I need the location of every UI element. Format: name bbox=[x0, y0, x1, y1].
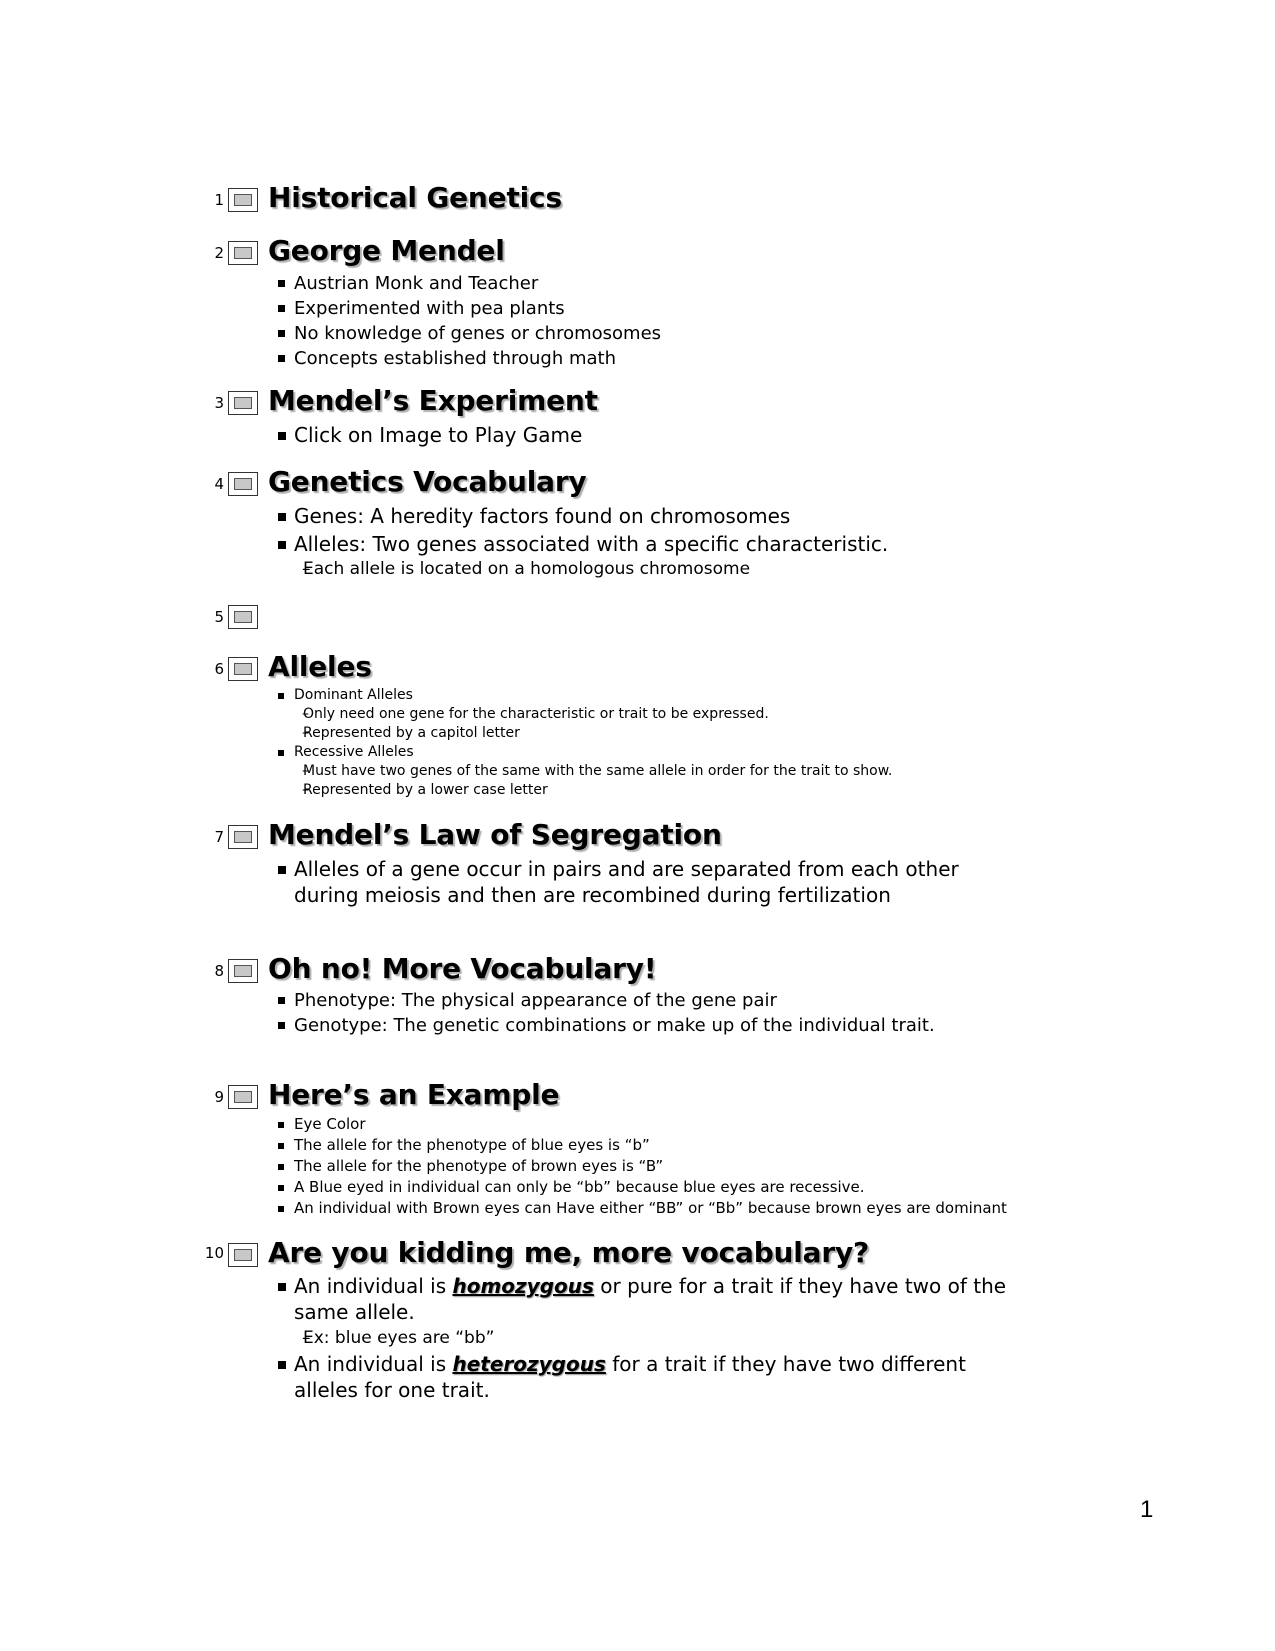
slide-title: Genetics Vocabulary bbox=[268, 465, 587, 498]
slide-number: 3 bbox=[214, 394, 224, 412]
slide-thumbnail-icon[interactable] bbox=[228, 241, 258, 265]
bullet-text: An individual is bbox=[294, 1352, 453, 1376]
slide-number: 8 bbox=[214, 962, 224, 980]
list-item: Click on Image to Play Game bbox=[278, 422, 582, 448]
list-item: The allele for the phenotype of brown eyes is “B” bbox=[278, 1156, 1007, 1177]
bullet-list bbox=[278, 686, 892, 800]
list-item: Alleles of a gene occur in pairs and are separated from each other during meiosis and then are recombined during fertilization bbox=[278, 856, 998, 908]
bullet-list bbox=[278, 988, 935, 1038]
sub-list-item: – Must have two genes of the same with the same allele in order for the trait to show. bbox=[278, 762, 892, 781]
list-item: Experimented with pea plants bbox=[278, 296, 661, 321]
slide-thumbnail-icon[interactable] bbox=[228, 188, 258, 212]
slide-number: 7 bbox=[214, 828, 224, 846]
bullet-text: for a trait if they have two different alleles for one trait. bbox=[294, 1352, 966, 1402]
slide-number: 10 bbox=[204, 1244, 224, 1262]
list-item: An individual with Brown eyes can Have either “BB” or “Bb” because brown eyes are dominant bbox=[278, 1198, 1007, 1219]
sub-list-item: – Represented by a capitol letter bbox=[278, 724, 892, 743]
slide-thumbnail-icon[interactable] bbox=[228, 391, 258, 415]
list-item: Eye Color bbox=[278, 1114, 1007, 1135]
bullet-text: or pure for a trait if they have two of the same allele. bbox=[294, 1274, 1007, 1324]
sub-list-item: – Only need one gene for the characteristic or trait to be expressed. bbox=[278, 705, 892, 724]
bullet-list bbox=[278, 422, 582, 448]
slide-thumbnail-icon[interactable] bbox=[228, 825, 258, 849]
list-item: A Blue eyed in individual can only be “bb” because blue eyes are recessive. bbox=[278, 1177, 1007, 1198]
slide-number: 9 bbox=[214, 1088, 224, 1106]
keyword-heterozygous: heterozygous bbox=[452, 1352, 606, 1376]
list-item: Dominant Alleles bbox=[278, 686, 892, 705]
bullet-text: An individual is bbox=[294, 1274, 453, 1298]
list-item: Concepts established through math bbox=[278, 346, 661, 371]
bullet-list bbox=[278, 1114, 1007, 1219]
keyword-homozygous: homozygous bbox=[452, 1274, 594, 1298]
slide-title: Mendel’s Law of Segregation bbox=[268, 818, 722, 851]
sub-list-item: – Represented by a lower case letter bbox=[278, 781, 892, 800]
list-item: Phenotype: The physical appearance of the gene pair bbox=[278, 988, 935, 1013]
slide-thumbnail-icon[interactable] bbox=[228, 657, 258, 681]
slide-thumbnail-icon[interactable] bbox=[228, 605, 258, 629]
bullet-list bbox=[278, 856, 998, 908]
slide-thumbnail-icon[interactable] bbox=[228, 472, 258, 496]
list-item: Genotype: The genetic combinations or make up of the individual trait. bbox=[278, 1013, 935, 1038]
slide-number: 6 bbox=[214, 660, 224, 678]
slide-number: 4 bbox=[214, 475, 224, 493]
slide-title: Historical Genetics bbox=[268, 181, 562, 214]
list-item: Alleles: Two genes associated with a specific characteristic. bbox=[278, 531, 888, 557]
slide-thumbnail-icon[interactable] bbox=[228, 1243, 258, 1267]
slide-number: 2 bbox=[214, 244, 224, 262]
list-item: No knowledge of genes or chromosomes bbox=[278, 321, 661, 346]
slide-thumbnail-icon[interactable] bbox=[228, 959, 258, 983]
slide-number: 5 bbox=[214, 608, 224, 626]
bullet-list bbox=[278, 1273, 1028, 1403]
slide-number: 1 bbox=[214, 191, 224, 209]
slide-title: Mendel’s Experiment bbox=[268, 384, 598, 417]
slide-title: Alleles bbox=[268, 650, 372, 683]
list-item bbox=[278, 1351, 1028, 1403]
sub-list-item: – Each allele is located on a homologous chromosome bbox=[278, 557, 888, 581]
sub-list-item: – Ex: blue eyes are “bb” bbox=[278, 1325, 1028, 1351]
slide-title: Oh no! More Vocabulary! bbox=[268, 952, 657, 985]
list-item: The allele for the phenotype of blue eyes is “b” bbox=[278, 1135, 1007, 1156]
page-number: 1 bbox=[1140, 1496, 1154, 1523]
list-item: Recessive Alleles bbox=[278, 743, 892, 762]
slide-title: Here’s an Example bbox=[268, 1078, 560, 1111]
list-item bbox=[278, 1273, 1028, 1325]
list-item: Genes: A heredity factors found on chromosomes bbox=[278, 503, 888, 529]
slide-thumbnail-icon[interactable] bbox=[228, 1085, 258, 1109]
bullet-list bbox=[278, 271, 661, 371]
bullet-list bbox=[278, 503, 888, 581]
slide-title: George Mendel bbox=[268, 234, 505, 267]
slide-title: Are you kidding me, more vocabulary? bbox=[268, 1236, 870, 1269]
list-item: Austrian Monk and Teacher bbox=[278, 271, 661, 296]
